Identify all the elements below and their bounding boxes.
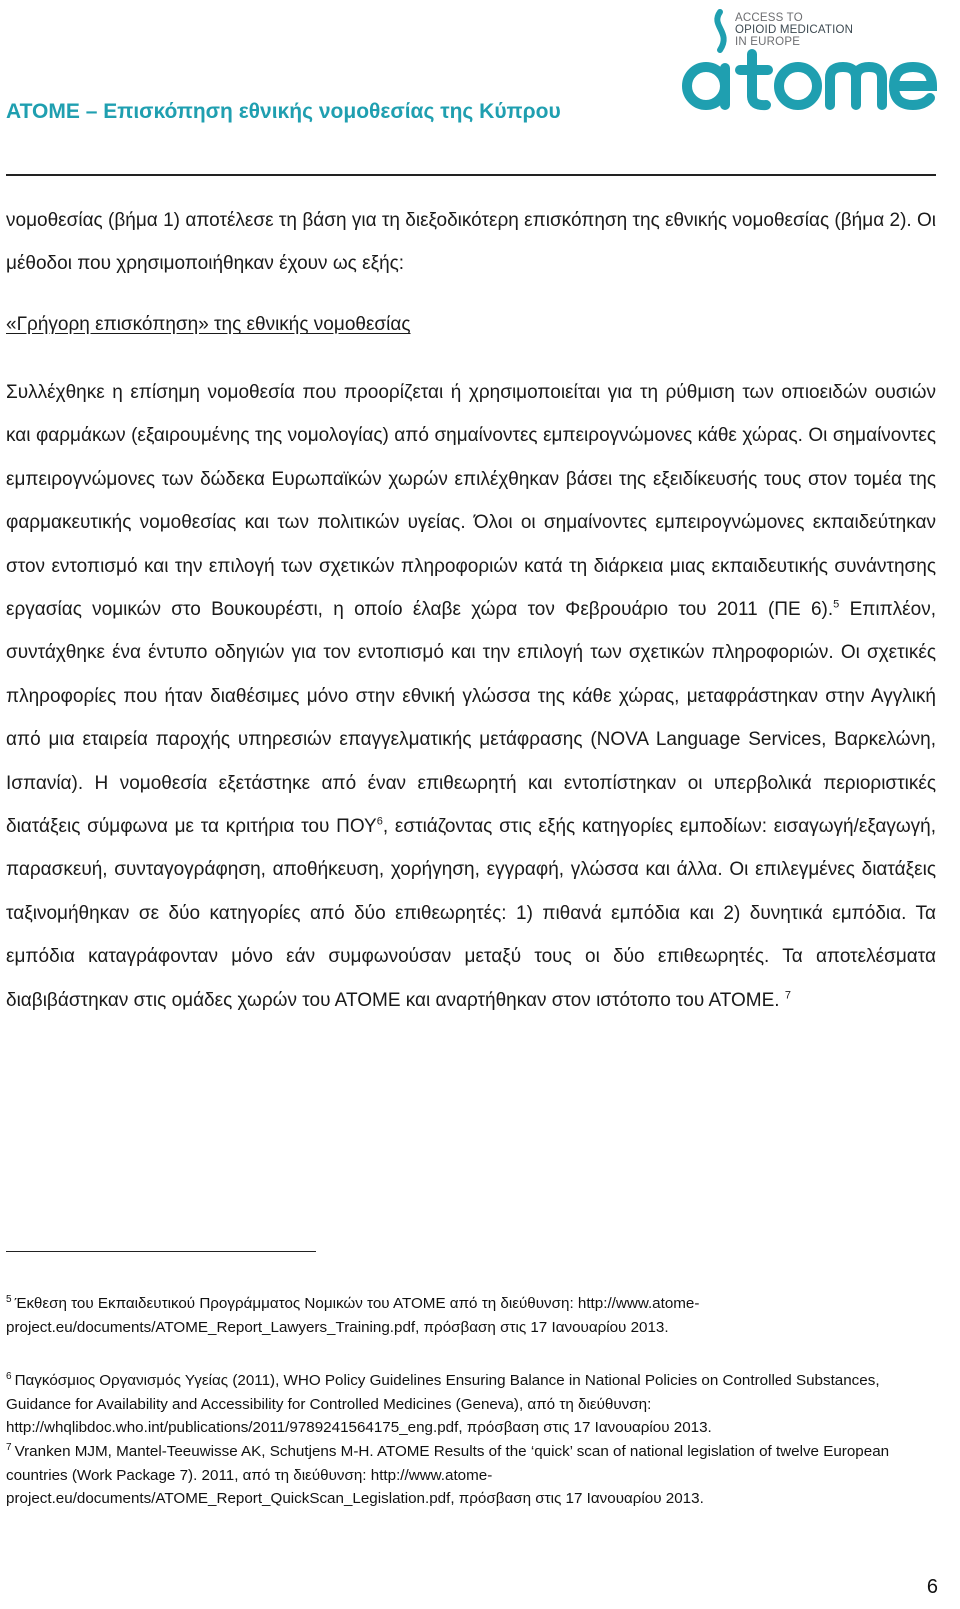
footnote-text: Vranken MJM, Mantel-Teeuwisse AK, Schutjens M-H. ATOME Results of the ‘quick’ scan of national legislation of twelve European countries (Work Package 7). 2011, από τη διεύθυνση: http://www.atome-project.eu/documents/ATOME_Report_QuickScan_Legislation.pdf, πρόσβαση στις 17 Ιανουαρίου 2013.: [6, 1443, 890, 1508]
page-number: 6: [926, 1576, 938, 1598]
footnote-7: [6, 1440, 934, 1511]
footnote-5: [6, 1292, 934, 1339]
footnote-ref-6[interactable]: 6: [376, 815, 383, 828]
intro-paragraph: νομοθεσίας (βήμα 1) αποτέλεσε τη βάση για τη διεξοδικότερη επισκόπηση της εθνικής νομοθεσίας (βήμα 2). Οι μέθοδοι που χρησιμοποιήθηκαν έχουν ως εξής:: [6, 210, 936, 275]
footnote-number: 5: [6, 1293, 12, 1305]
main-paragraph-part3: , εστιάζοντας στις εξής κατηγορίες εμποδίων: εισαγωγή/εξαγωγή, παρασκευή, συνταγογράφηση, αποθήκευση, χορήγηση, εγγραφή, γλώσσα και άλλα. Οι επιλεγμένες διατάξεις ταξινομήθηκαν σε δύο κατηγορίες από δύο επιθεωρητές: 1) πιθανά εμπόδια και 2) δυνητικά εμπόδια. Τα εμπόδια καταγράφονταν μόνο εάν συμφωνούσαν μεταξύ τους οι δύο επιθεωρητές. Τα αποτελέσματα διαβιβάστηκαν στις ομάδες χωρών του ΑΤΟΜΕ και αναρτήθηκαν στον ιστότοπο του ΑΤΟΜΕ.: [6, 816, 936, 1011]
footnote-divider: [6, 1251, 316, 1252]
logo-tagline-line3: IN EUROPE: [735, 36, 801, 48]
main-paragraph-part1: Συλλέχθηκε η επίσημη νομοθεσία που προορίζεται ή χρησιμοποιείται για τη ρύθμιση των οπιοειδών ουσιών και φαρμάκων (εξαιρουμένης της νομολογίας) από σημαίνοντες εμπειρογνώμονες κάθε χώρας. Οι σημαίνοντες εμπειρογνώμονες των δώδεκα Ευρωπαϊκών χωρών επιλέχθηκαν βάσει της εξειδίκευσής τους στον τομέα της φαρμακευτικής νομοθεσίας και των πολιτικών υγείας. Όλοι οι σημαίνοντες εμπειρογνώμονες εκπαιδεύτηκαν στον εντοπισμό και την επιλογή των σχετικών πληροφοριών κατά τη διάρκεια μιας εκπαιδευτικής συνάντησης εργασίας νομικών στο Βουκουρέστι, η οποίο έλαβε χώρα τον Φεβρουάριο του 2011 (ΠΕ 6).: [6, 382, 936, 621]
footnote-text: Παγκόσμιος Οργανισμός Υγείας (2011), WHO Policy Guidelines Ensuring Balance in National Policies on Controlled Substances, Guidance for Availability and Accessibility for Controlled Medicines (Geneva), από τη διεύθυνση: http://whqlibdoc.who.int/publications/2011/9789241564175_eng.pdf, πρόσβαση στις 17 Ιανουαρίου 2013.: [6, 1372, 880, 1437]
page-header-title: ATOME – Επισκόπηση εθνικής νομοθεσίας της Κύπρου: [6, 100, 561, 123]
logo-tagline-line1: ACCESS TO: [735, 12, 803, 24]
section-heading: «Γρήγορη επισκόπηση» της εθνικής νομοθεσίας: [6, 314, 411, 335]
main-paragraph: [6, 371, 936, 1022]
atome-logo: [680, 6, 948, 118]
footnote-ref-7[interactable]: 7: [784, 989, 791, 1002]
footnote-text: Έκθεση του Εκπαιδευτικού Προγράμματος Νομικών του ΑΤΟΜΕ από τη διεύθυνση: http://www.atome-project.eu/documents/ATOME_Report_Lawyers_Training.pdf, πρόσβαση στις 17 Ιανουαρίου 2013.: [6, 1295, 700, 1336]
logo-tagline-line2: OPIOID MEDICATION: [735, 24, 854, 36]
footnote-ref-5[interactable]: 5: [833, 598, 840, 611]
footnote-6: [6, 1369, 934, 1440]
main-paragraph-part2: Επιπλέον, συντάχθηκε ένα έντυπο οδηγιών για τον εντοπισμό και την επιλογή των σχετικών πληροφοριών. Οι σχετικές πληροφορίες που ήταν διαθέσιμες μόνο στην εθνική γλώσσα της κάθε χώρας, μεταφράστηκαν στην Αγγλική από μια εταιρεία παροχής υπηρεσιών επαγγελματικής μετάφρασης (NOVA Language Services, Βαρκελώνη, Ισπανία). Η νομοθεσία εξετάστηκε από έναν επιθεωρητή και εντοπίστηκαν οι υπερβολικά περιοριστικές διατάξεις σύμφωνα με τα κριτήρια του ΠΟΥ: [6, 599, 936, 838]
footnote-number: 6: [6, 1370, 12, 1382]
atome-wordmark-icon: [680, 6, 948, 118]
footnote-number: 7: [6, 1441, 12, 1453]
header-divider: [6, 174, 936, 176]
